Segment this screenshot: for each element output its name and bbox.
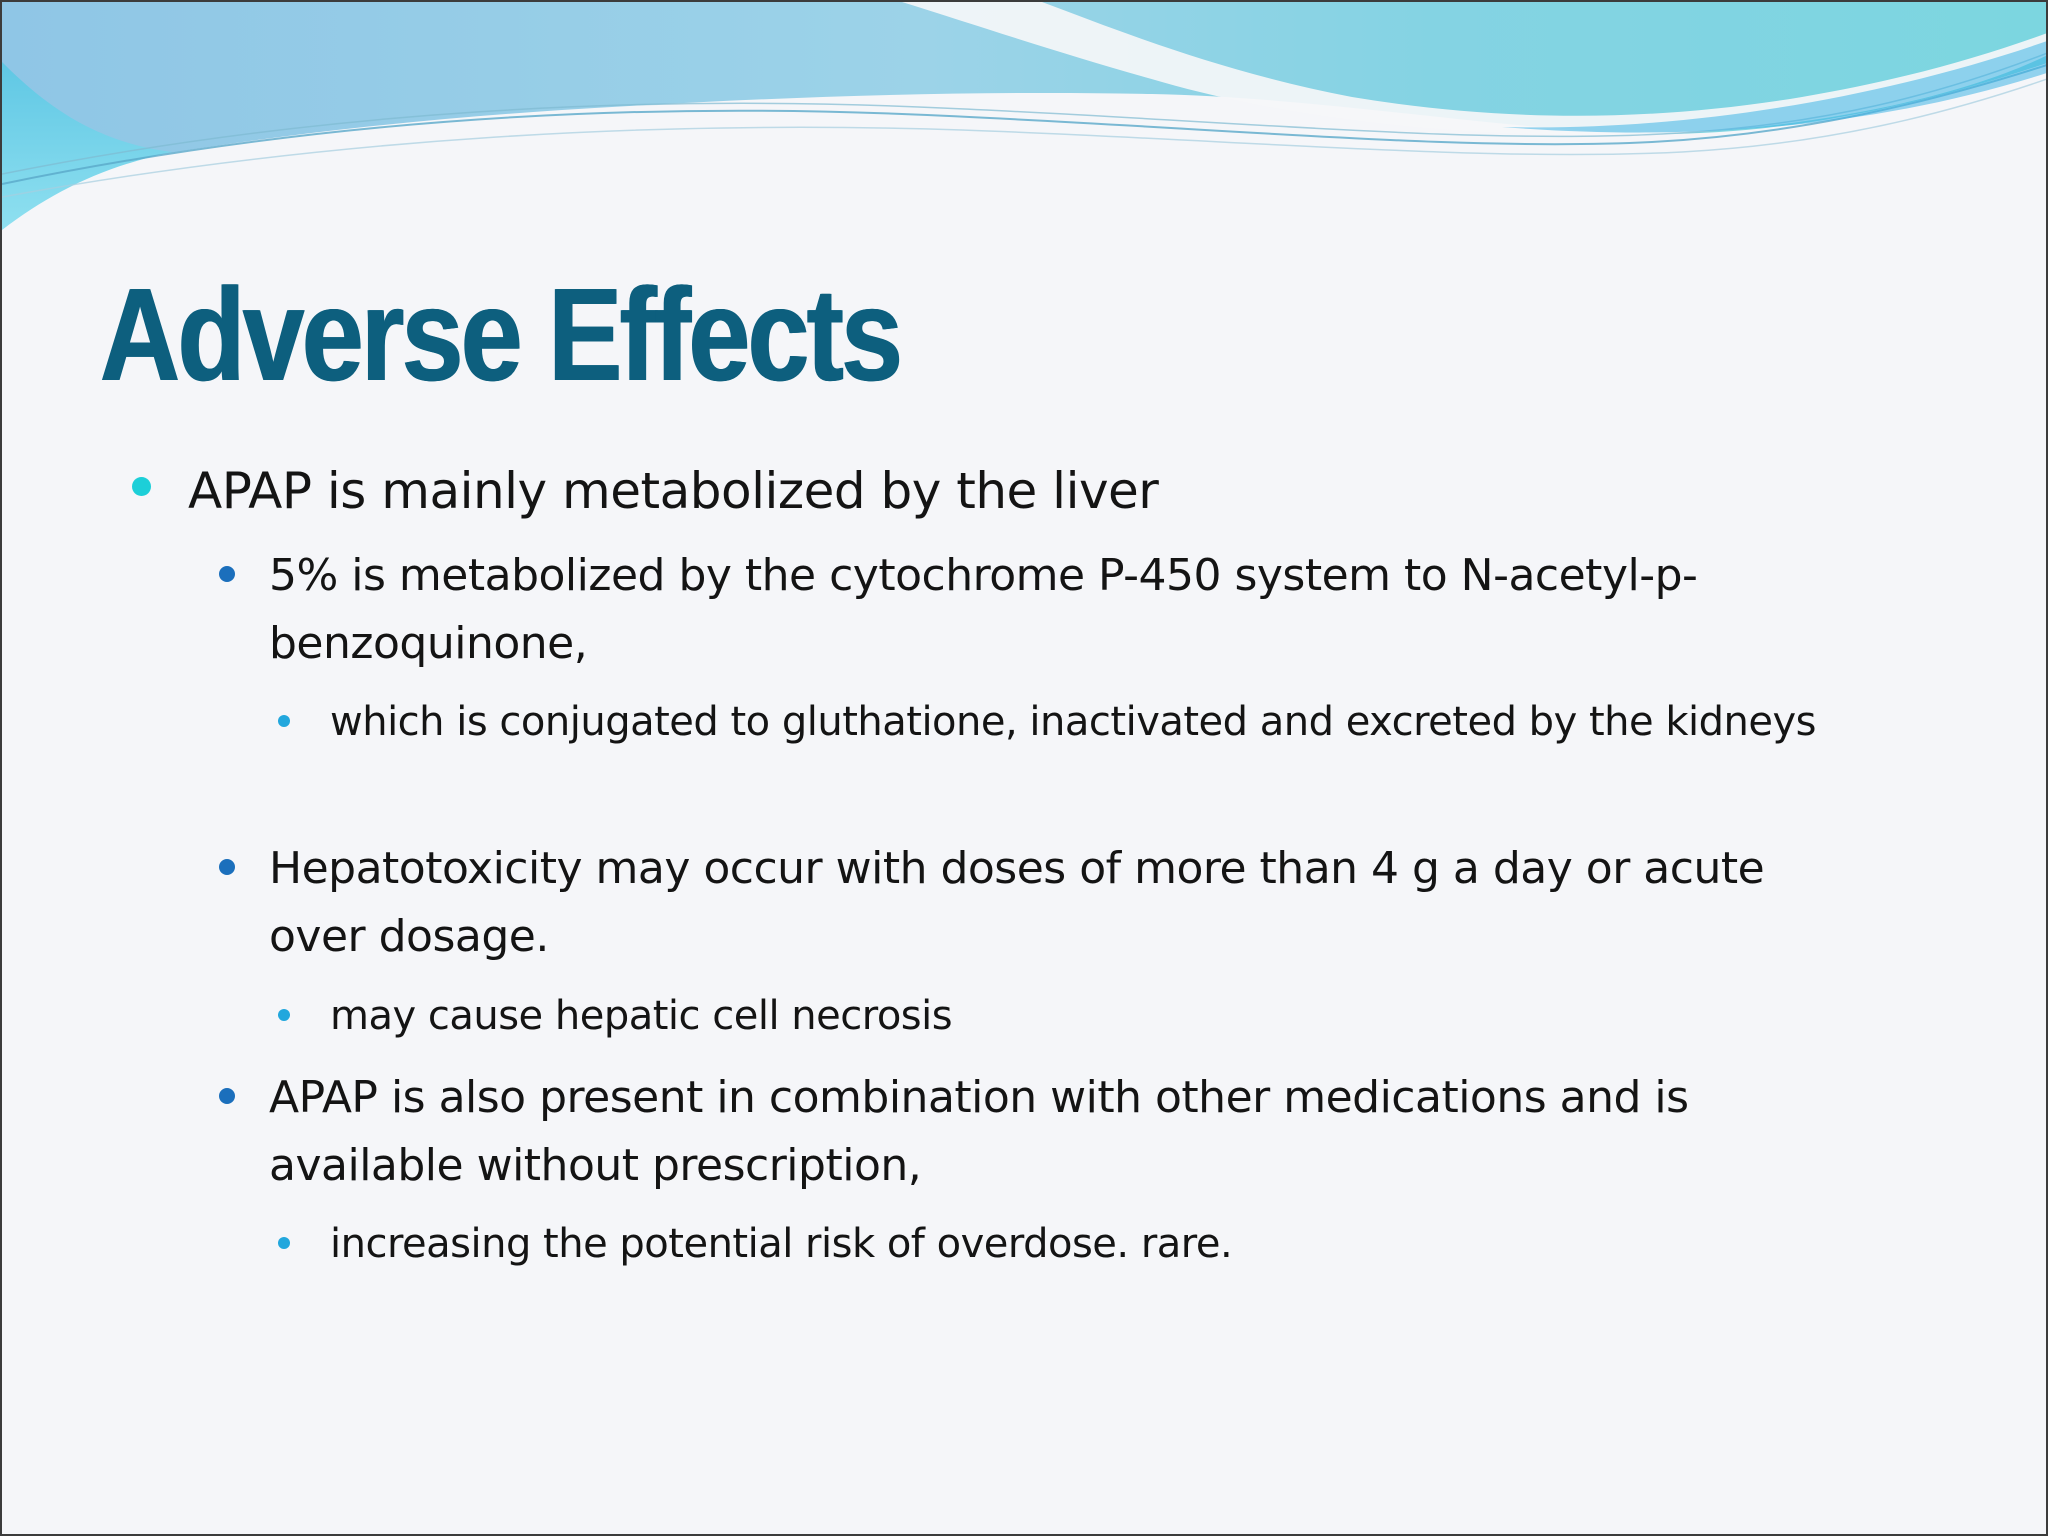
bullet-dot-icon xyxy=(278,715,290,727)
bullet-text: APAP is also present in combination with other medications and is available without prescription, xyxy=(269,1072,1689,1191)
bullet-dot-icon xyxy=(219,859,235,875)
bullet-level-2 xyxy=(269,835,1869,971)
bullet-level-1 xyxy=(188,457,1158,525)
bullet-text: increasing the potential risk of overdose. rare. xyxy=(330,1221,1233,1267)
bullet-dot-icon xyxy=(219,566,235,582)
bullet-text: 5% is metabolized by the cytochrome P-450 system to N-acetyl-p-benzoquinone, xyxy=(269,550,1698,669)
bullet-dot-icon xyxy=(278,1237,290,1249)
bullet-level-2 xyxy=(269,1064,1869,1200)
bullet-level-3 xyxy=(330,690,1830,754)
bullet-dot-icon xyxy=(278,1009,290,1021)
bullet-level-3 xyxy=(330,984,1830,1048)
bullet-text: Hepatotoxicity may occur with doses of more than 4 g a day or acute over dosage. xyxy=(269,843,1765,962)
bullet-level-2 xyxy=(269,542,1869,678)
bullet-dot-icon xyxy=(219,1088,235,1104)
bullet-dot-icon xyxy=(132,477,151,496)
bullet-text: may cause hepatic cell necrosis xyxy=(330,993,953,1039)
slide-title: Adverse Effects xyxy=(100,261,901,408)
bullet-text: APAP is mainly metabolized by the liver xyxy=(188,462,1159,520)
header-wave-decoration xyxy=(2,2,2048,262)
bullet-level-3 xyxy=(330,1212,1830,1276)
bullet-text: which is conjugated to gluthatione, inactivated and excreted by the kidneys xyxy=(330,699,1816,745)
